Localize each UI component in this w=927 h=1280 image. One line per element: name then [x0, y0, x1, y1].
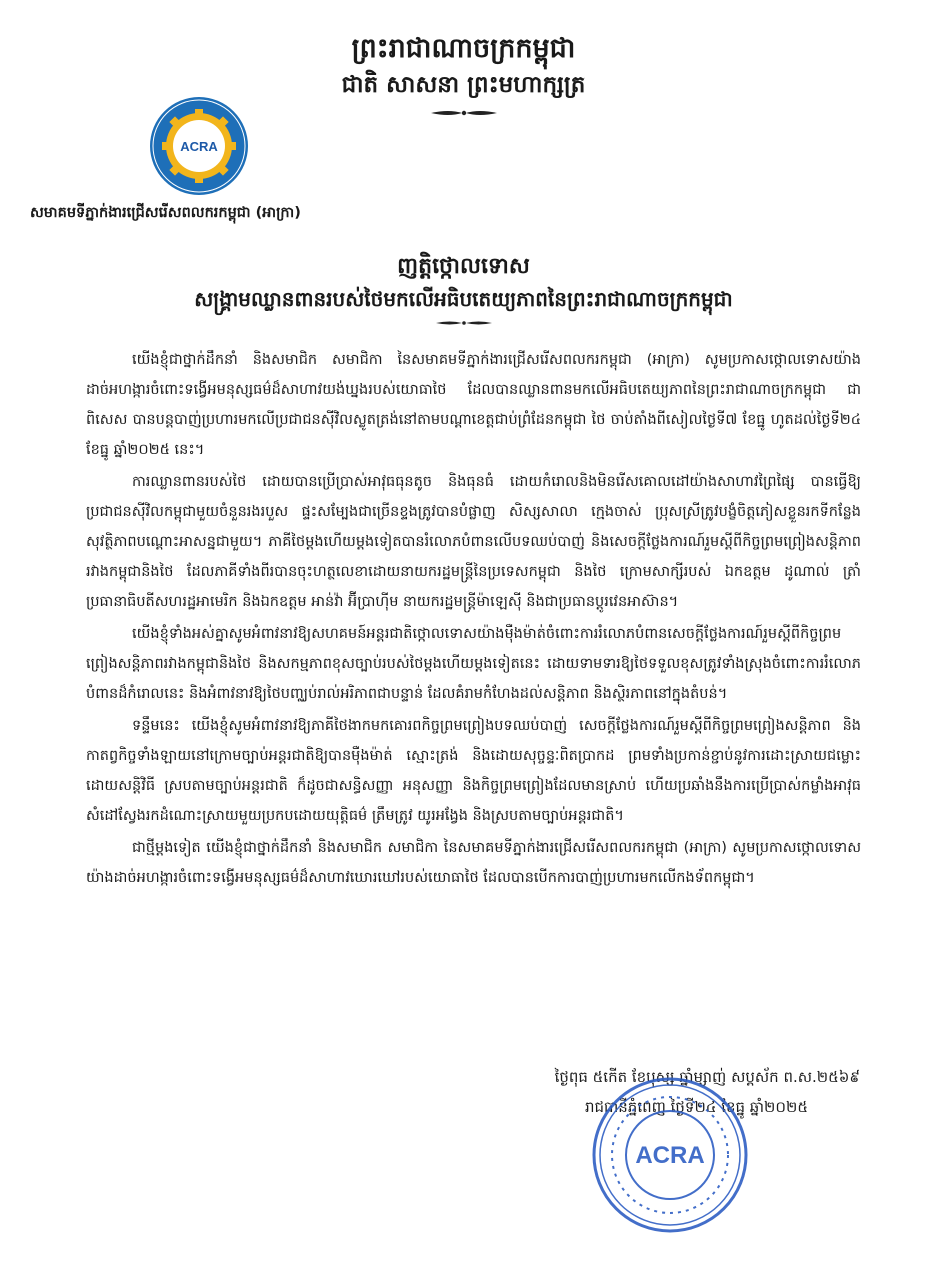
paragraph: យើងខ្ញុំទាំងអស់គ្នាសូមអំពាវនាវឱ្យសហគមន៍អន្តរជាតិថ្កោលទោសយ៉ាងម៉ឺងម៉ាត់ចំពោះការរំលោភបំពានសេចក្តីថ្លែងការណ៍រួមស្តីពីកិច្ចព្រមព្រៀងសន្តិភាពរវាងកម្ពុជានិងថៃ និងសកម្មភាពខុសច្បាប់របស់ថៃម្តងហើយម្តងទៀតនេះ ដោយទាមទារឱ្យថៃទទួលខុសត្រូវទាំងស្រុងចំពោះការរំលោភបំពានដ៏កំរោលនេះ និងអំពាវនាវឱ្យថៃបញ្ឈប់រាល់អរិភាពជាបន្ទាន់ ដែលគំរាមកំហែងដល់សន្តិភាព និងស្ថិរភាពនៅក្នុងតំបន់។	[86, 626, 861, 702]
statement-titles	[0, 250, 927, 328]
paragraph: យើងខ្ញុំជាថ្នាក់ដឹកនាំ និងសមាជិក សមាជិកា នៃសមាគមទីភ្នាក់ងារជ្រើសរើសពលករកម្ពុជា (អាក្រា) សូមប្រកាសថ្កោលទោសយ៉ាងដាច់អហង្ការចំពោះទង្វើអមនុស្សធម៌ដ៏សាហាវយង់ឃ្នងរបស់យោធាថៃ ដែលបានឈ្លានពានមកលើអធិបតេយ្យភាពនៃព្រះរាជាណាចក្រកម្ពុជា ជាពិសេស បានបន្តបាញ់ប្រហារមកលើប្រជាជនស៊ីវិលស្លូតត្រង់នៅតាមបណ្តាខេត្តជាប់ព្រំដែនកម្ពុជា ថៃ ចាប់តាំងពីសៀលថ្ងៃទី៧ ខែធ្នូ ហូតដល់ថ្ងៃទី២៤ ខែធ្នូ ឆ្នាំ២០២៥ នេះ។	[86, 352, 861, 458]
statement-subtitle: សង្គ្រាមឈ្លានពានរបស់ថៃមកលើអធិបតេយ្យភាពនៃព្រះរាជាណាចក្រកម្ពុជា	[194, 287, 733, 311]
ornament-divider-icon	[434, 318, 494, 328]
solar-date: រាជធានីភ្នំពេញ ថ្ងៃទី២៤ ខែធ្នូ ឆ្នាំ២០២៥	[584, 1098, 808, 1116]
statement-body	[86, 345, 861, 895]
national-motto: ជាតិ សាសនា ព្រះមហាក្សត្រ	[341, 72, 586, 98]
acra-stamp	[590, 1075, 750, 1235]
paragraph: ការឈ្លានពានរបស់ថៃ ដោយបានប្រើប្រាស់អាវុធធុនតូច និងធុនធំ ដោយកំរោលនិងមិនរើសគោលដៅយ៉ាងសាហាវព្រៃផ្សៃ បានធ្វើឱ្យប្រជាជនស៊ីវិលកម្ពុជាមួយចំនួនរងរបួស ផ្ទះសម្បែងជាច្រើនខ្ទងត្រូវបានបំផ្លាញ សិស្សសាលា ក្មេងចាស់ ប្រុសស្រីត្រូវបង្ខំចិត្តភៀសខ្លួនរកទីកន្លែងសុវត្ថិភាពបណ្តោះអាសន្នជាមួយ។ ភាគីថៃម្តងហើយម្តងទៀតបានរំលោភបំពានលើបទឈប់បាញ់ និងសេចក្តីថ្លែងការណ៍រួមស្តីពីកិច្ចព្រមព្រៀងសន្តិភាពរវាងកម្ពុជានិងថៃ ដែលភាគីទាំងពីរបានចុះហត្ថលេខាដោយនាយករដ្ឋមន្ត្រីនៃប្រទេសកម្ពុជា និងថៃ ក្រោមសាក្សីរបស់ ឯកឧត្តម ដូណាល់ ត្រាំ ប្រធានាធិបតីសហរដ្ឋអាមេរិក និងឯកឧត្តម អាន់វ៉ា អ៊ីប្រាហ៊ីម នាយករដ្ឋមន្ត្រីម៉ាឡេស៊ី និងជាប្រធានប្តូរវេនអាស៊ាន។	[86, 474, 861, 610]
statement-title: ញត្តិថ្កោលទោស	[397, 254, 530, 279]
kingdom-title: ព្រះរាជាណាចក្រកម្ពុជា	[351, 33, 576, 64]
acra-logo	[148, 95, 250, 197]
paragraph: ជាថ្មីម្តងទៀត យើងខ្ញុំជាថ្នាក់ដឹកនាំ និងសមាជិក សមាជិកា នៃសមាគមទីភ្នាក់ងារជ្រើសរើសពលករកម្ពុជា (អាក្រា) សូមប្រកាសថ្កោលទោសយ៉ាងដាច់អហង្ការចំពោះទង្វើអមនុស្សធម៌ដ៏សាហាវឃោរឃៅរបស់យោធាថៃ ដែលបានបើកការបាញ់ប្រហារមកលើកងទ័ពកម្ពុជា។	[86, 840, 861, 886]
organization-name: សមាគមទីភ្នាក់ងារជ្រើសរើសពលករកម្ពុជា (អាក្រា)	[30, 205, 301, 221]
logo-abbr: ACRA	[180, 139, 218, 154]
ornament-divider-icon	[429, 106, 499, 120]
paragraph: ទន្ទឹមនេះ យើងខ្ញុំសូមអំពាវនាវឱ្យភាគីថៃងាកមកគោរពកិច្ចព្រមព្រៀងបទឈប់បាញ់ សេចក្តីថ្លែងការណ៍រួមស្តីពីកិច្ចព្រមព្រៀងសន្តិភាព និងកាតព្វកិច្ចទាំងឡាយនៅក្រោមច្បាប់អន្តរជាតិឱ្យបានម៉ឺងម៉ាត់ ស្មោះត្រង់ និងដោយសុច្ចន្ទៈពិតប្រាកដ ព្រមទាំងប្រកាន់ខ្ជាប់នូវការដោះស្រាយជម្លោះដោយសន្តិវិធី ស្របតាមច្បាប់អន្តរជាតិ ក៏ដូចជាសន្ធិសញ្ញា អនុសញ្ញា និងកិច្ចព្រមព្រៀងដែលមានស្រាប់ ហើយប្រឆាំងនឹងការប្រើប្រាស់កម្លាំងអាវុធ សំដៅស្វែងរកដំណោះស្រាយមួយប្រកបដោយយុត្តិធម៌ ត្រឹមត្រូវ យូរអង្វែង និងស្របតាមច្បាប់អន្តរជាតិ។	[86, 718, 861, 824]
kingdom-header	[0, 30, 927, 120]
stamp-abbr: ACRA	[635, 1142, 705, 1169]
lunar-date: ថ្ងៃពុធ ៥កើត ខែបុស្ស ឆ្នាំម្សាញ់ សប្តស័ក ព.ស.២៥៦៩	[554, 1068, 860, 1086]
